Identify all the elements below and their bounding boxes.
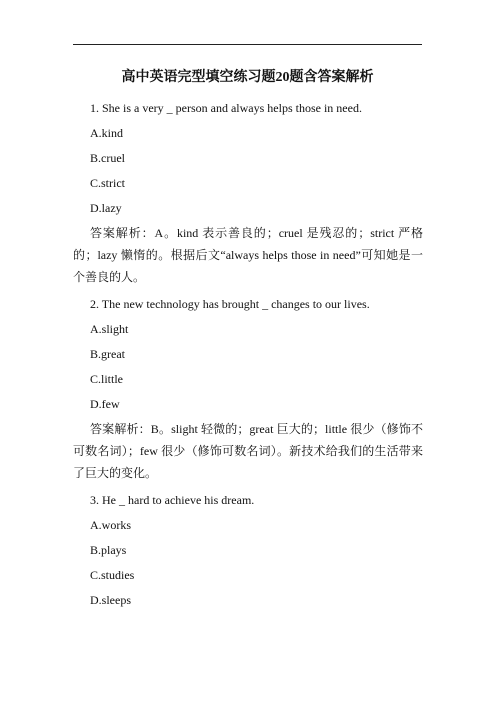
option-c: C.studies — [90, 568, 135, 582]
answer-explanation: 答案解析：A。kind 表示善良的；cruel 是残忍的；strict 严格的；lazy 懒惰的。根据后文“always helps those in need”可知她是一个善良的人。 — [73, 226, 423, 284]
question-stem: 1. She is a very _ person and always helps those in need. — [90, 101, 362, 115]
question-block-1 — [73, 96, 423, 292]
option-a: A.works — [90, 518, 131, 532]
option-a: A.slight — [90, 322, 129, 336]
document-title: 高中英语完型填空练习题20题含答案解析 — [121, 70, 374, 85]
header-rule — [73, 44, 422, 45]
option-c: C.little — [90, 372, 123, 386]
answer-explanation: 答案解析：B。slight 轻微的；great 巨大的；little 很少（修饰不可数名词）；few 很少（修饰可数名词）。新技术给我们的生活带来了巨大的变化。 — [73, 422, 423, 480]
option-b: B.plays — [90, 543, 127, 557]
question-block-2 — [73, 292, 423, 488]
option-b: B.cruel — [90, 151, 125, 165]
question-stem: 2. The new technology has brought _ changes to our lives. — [90, 297, 370, 311]
option-a: A.kind — [90, 126, 123, 140]
option-d: D.few — [90, 397, 120, 411]
question-stem: 3. He _ hard to achieve his dream. — [90, 493, 255, 507]
option-d: D.sleeps — [90, 593, 131, 607]
document-body — [73, 96, 423, 613]
question-block-3 — [73, 488, 423, 613]
option-b: B.great — [90, 347, 125, 361]
option-d: D.lazy — [90, 201, 122, 215]
option-c: C.strict — [90, 176, 125, 190]
